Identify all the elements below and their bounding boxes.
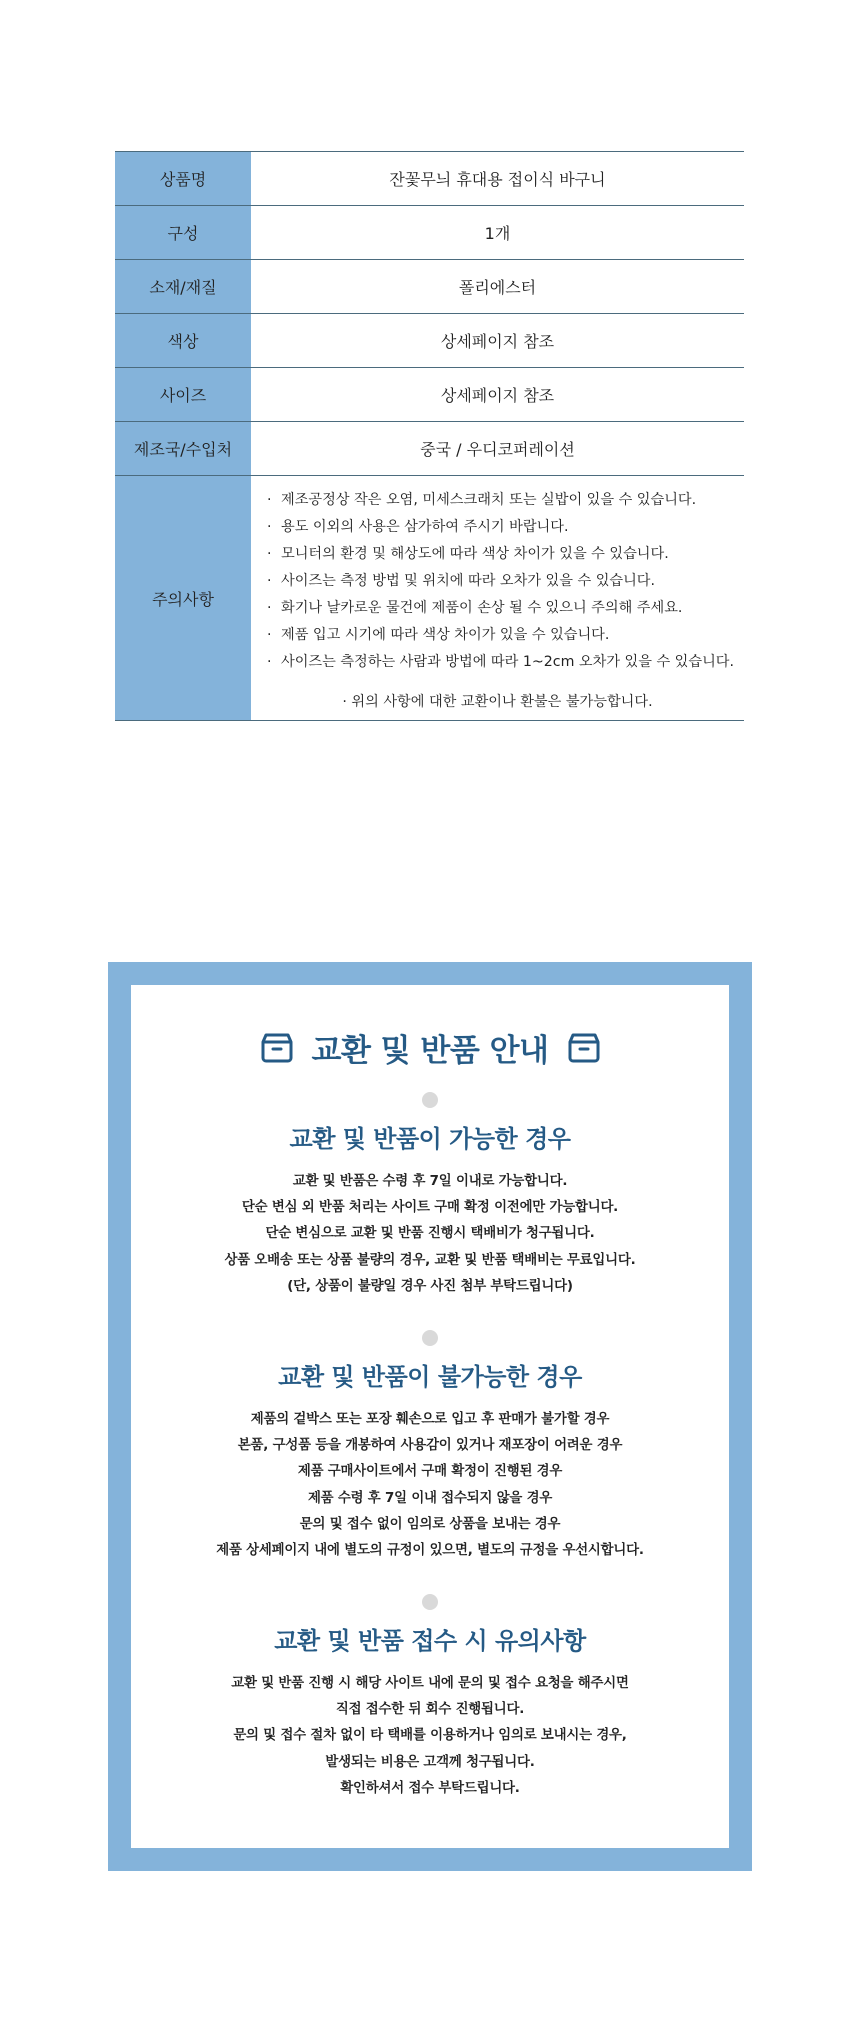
section-line: 제품 상세페이지 내에 별도의 규정이 있으면, 별도의 규정을 우선시합니다. [216, 1543, 644, 1559]
spec-label: 구성 [115, 206, 251, 260]
notice-item [267, 487, 744, 514]
notice-item [267, 514, 744, 541]
spec-value: 중국 / 우디코퍼레이션 [251, 422, 744, 476]
notice-text: 모니터의 환경 및 해상도에 따라 색상 차이가 있을 수 있습니다. [281, 546, 669, 562]
notice-footer: · 위의 사항에 대한 교환이나 환불은 불가능합니다. [342, 694, 653, 710]
bullet: · [267, 546, 272, 562]
section-line: 제품의 겉박스 또는 포장 훼손으로 입고 후 판매가 불가할 경우 [250, 1412, 610, 1427]
panel-title: 교환 및 반품 안내 [311, 1032, 549, 1069]
spec-row-notice [115, 476, 744, 721]
notice-text: 제조공정상 작은 오염, 미세스크래치 또는 실밥이 있을 수 있습니다. [281, 492, 697, 508]
bullet: · [267, 654, 272, 670]
notice-text: 제품 입고 시기에 따라 색상 차이가 있을 수 있습니다. [281, 627, 610, 643]
separator-dot [422, 1092, 438, 1108]
section-body-caution [131, 1671, 729, 1802]
exchange-return-content [131, 985, 729, 1848]
spec-label: 소재/재질 [115, 260, 251, 314]
section-line: 제품 구매사이트에서 구매 확정이 진행된 경우 [297, 1464, 563, 1480]
notice-text: 사이즈는 측정 방법 및 위치에 따라 오차가 있을 수 있습니다. [281, 573, 656, 589]
section-line: 본품, 구성품 등을 개봉하여 사용감이 있거나 재포장이 어려운 경우 [237, 1438, 623, 1454]
section-line: 발생되는 비용은 고객께 청구됩니다. [325, 1754, 535, 1770]
spec-label: 사이즈 [115, 368, 251, 422]
spec-label: 제조국/수입처 [115, 422, 251, 476]
bullet: · [267, 492, 272, 508]
notice-item [267, 541, 744, 568]
separator-dot [422, 1330, 438, 1346]
notice-text: 용도 이외의 사용은 삼가하여 주시기 바랍니다. [281, 519, 569, 535]
section-line: 확인하셔서 접수 부탁드립니다. [340, 1780, 520, 1796]
section-body-impossible [131, 1407, 729, 1564]
spec-label: 색상 [115, 314, 251, 368]
section-heading-impossible: 교환 및 반품이 불가능한 경우 [278, 1363, 582, 1391]
spec-row-color [115, 314, 744, 368]
product-spec-table [115, 151, 744, 721]
panel-header [131, 1027, 729, 1067]
section-line: 단순 변심 외 반품 처리는 사이트 구매 확정 이전에만 가능합니다. [241, 1200, 619, 1216]
notice-text: 화기나 날카로운 물건에 제품이 손상 될 수 있으니 주의해 주세요. [281, 600, 683, 616]
section-line: 직접 접수한 뒤 회수 진행됩니다. [335, 1702, 525, 1718]
bullet: · [267, 600, 272, 616]
section-heading-caution: 교환 및 반품 접수 시 유의사항 [274, 1627, 586, 1655]
notice-item [267, 595, 744, 622]
exchange-return-panel [108, 962, 752, 1871]
spec-label: 주의사항 [115, 476, 251, 721]
section-line: 상품 오배송 또는 상품 불량의 경우, 교환 및 반품 택배비는 무료입니다. [224, 1252, 636, 1268]
bullet: · [267, 627, 272, 643]
spec-value: 1개 [251, 206, 744, 260]
spec-row-origin [115, 422, 744, 476]
spec-row-composition [115, 206, 744, 260]
separator-dot [422, 1594, 438, 1610]
bullet: · [267, 573, 272, 589]
spec-row-size [115, 368, 744, 422]
spec-label: 상품명 [115, 152, 251, 206]
spec-value: 상세페이지 참조 [251, 314, 744, 368]
notice-item [267, 568, 744, 595]
section-line: 교환 및 반품은 수령 후 7일 이내로 가능합니다. [292, 1174, 568, 1189]
notice-list [251, 476, 744, 676]
section-line: 교환 및 반품 진행 시 해당 사이트 내에 문의 및 접수 요청을 해주시면 [231, 1676, 629, 1691]
spec-value: 폴리에스터 [251, 260, 744, 314]
section-heading-possible: 교환 및 반품이 가능한 경우 [289, 1125, 571, 1153]
section-line: (단, 상품이 불량일 경우 사진 첨부 부탁드립니다) [287, 1278, 573, 1294]
section-line: 제품 수령 후 7일 이내 접수되지 않을 경우 [307, 1490, 553, 1506]
box-icon [567, 1030, 601, 1064]
notice-text: 사이즈는 측정하는 사람과 방법에 따라 1~2cm 오차가 있을 수 있습니다. [281, 654, 734, 670]
box-icon [260, 1030, 294, 1064]
section-line: 문의 및 접수 없이 임의로 상품을 보내는 경우 [299, 1516, 561, 1532]
bullet: · [267, 519, 272, 535]
spec-value: 잔꽃무늬 휴대용 접이식 바구니 [251, 152, 744, 206]
spec-value: 상세페이지 참조 [251, 368, 744, 422]
notice-item [267, 622, 744, 649]
notice-item [267, 649, 744, 676]
notice-cell [251, 476, 744, 721]
spec-row-material [115, 260, 744, 314]
section-line: 문의 및 접수 절차 없이 타 택배를 이용하거나 임의로 보내시는 경우, [233, 1728, 627, 1744]
section-line: 단순 변심으로 교환 및 반품 진행시 택배비가 청구됩니다. [265, 1226, 595, 1242]
section-body-possible [131, 1169, 729, 1300]
spec-row-product-name [115, 152, 744, 206]
